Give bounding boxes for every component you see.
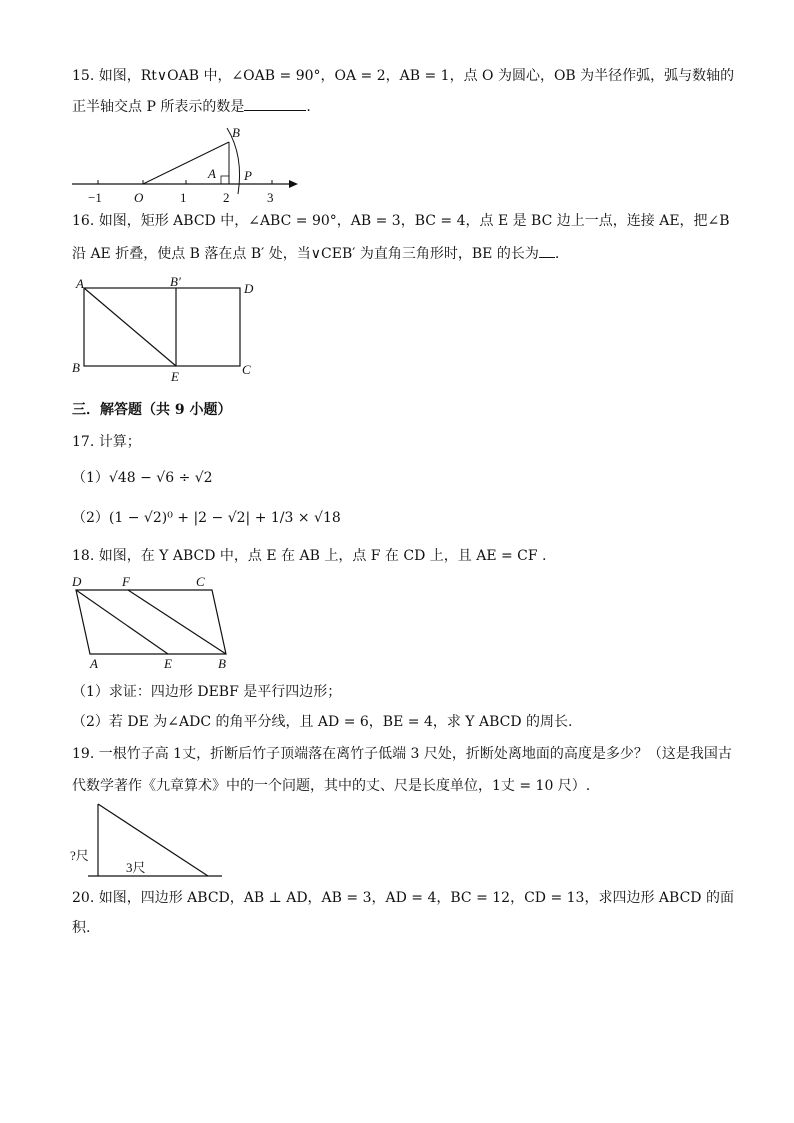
q20-text-line1: 20. 如图，四边形 ABCD，AB ⊥ AD，AB = 3，AD = 4，BC = 12，CD = 13，求四边形 ABCD 的面 [72, 890, 734, 906]
q15-tick-1: 1 [180, 190, 187, 204]
q16-label-A: A [76, 276, 84, 291]
section-heading: 三．解答题（共 9 小题） [72, 402, 232, 418]
q15-label-B: B [232, 125, 240, 140]
q15-text-line2-main: 正半轴交点 P 所表示的数是 [72, 99, 245, 115]
q16-label-E: E [171, 369, 179, 384]
q17-part1 [72, 468, 213, 488]
q16-label-C: C [242, 362, 251, 377]
q18-text-line1: 18. 如图，在 Y ABCD 中，点 E 在 AB 上，点 F 在 CD 上，且 AE = CF . [72, 548, 547, 564]
q19-text-line2: 代数学著作《九章算术》中的一个问题，其中的丈、尺是长度单位，1丈 = 10 尺）. [72, 778, 591, 794]
q18-parallelogram-figure [68, 572, 248, 672]
q18-label-A: A [90, 656, 98, 671]
q15-number-line-figure [68, 118, 308, 204]
q17-part2 [72, 508, 341, 528]
q15-line2-end: . [306, 99, 311, 115]
q20-text-line2: 积. [72, 920, 91, 936]
q16-text-line2-main: 沿 AE 折叠，使点 B 落在点 B′ 处，当∨CEB′ 为直角三角形时，BE 的长为 [72, 246, 539, 262]
answer-blank-q15 [244, 96, 306, 111]
q19-text-line1: 19. 一根竹子高 1丈，折断后竹子顶端落在离竹子低端 3 尺处，折断处离地面的高度是多少？（这是我国古 [72, 746, 732, 762]
q15-tick-minus1: −1 [88, 190, 102, 204]
q16-label-Bprime: B′ [170, 274, 181, 289]
q19-label-distance: 3尺 [126, 860, 146, 875]
q17-title: 17. 计算； [72, 434, 141, 450]
q17-part2-expr: (1 − √2)⁰ + |2 − √2| + 1/3 × √18 [108, 510, 341, 526]
q17-part1-expr: √48 − √6 ÷ √2 [108, 470, 213, 486]
q16-line2-end: . [554, 246, 560, 262]
q16-label-B: B [72, 360, 80, 375]
q18-label-E: E [164, 656, 172, 671]
q18-label-D: D [72, 574, 82, 589]
q16-text-line1: 16. 如图，矩形 ABCD 中，∠ABC = 90°，AB = 3，BC = 4，点 E 是 BC 边上一点，连接 AE，把∠B [72, 213, 730, 229]
q15-label-A: A [208, 166, 216, 181]
q19-bamboo-figure [68, 798, 238, 882]
q15-tick-2: 2 [223, 190, 230, 204]
q15-tick-3: 3 [267, 190, 274, 204]
q18-label-C: C [196, 574, 205, 589]
q15-text-line2 [72, 96, 311, 117]
q18-label-B: B [218, 656, 226, 671]
q17-part1-prefix: （1） [72, 470, 109, 486]
q15-text-line1: 15. 如图，Rt∨OAB 中，∠OAB = 90°，OA = 2，AB = 1，点 O 为圆心，OB 为半径作弧，弧与数轴的 [72, 68, 735, 84]
q19-label-unknown-height: ?尺 [70, 848, 89, 863]
q18-part1: （1）求证：四边形 DEBF 是平行四边形； [72, 684, 342, 700]
q18-label-F: F [122, 574, 130, 589]
q16-rectangle-figure [68, 274, 268, 384]
q18-part2: （2）若 DE 为∠ADC 的角平分线，且 AD = 6，BE = 4，求 Y ABCD 的周长. [72, 714, 573, 730]
q16-label-D: D [244, 281, 254, 296]
q15-label-O: O [134, 190, 144, 204]
answer-blank-q16 [539, 243, 555, 258]
q15-label-P: P [244, 168, 252, 183]
q17-part2-prefix: （2） [72, 510, 109, 526]
q16-text-line2 [72, 243, 559, 264]
